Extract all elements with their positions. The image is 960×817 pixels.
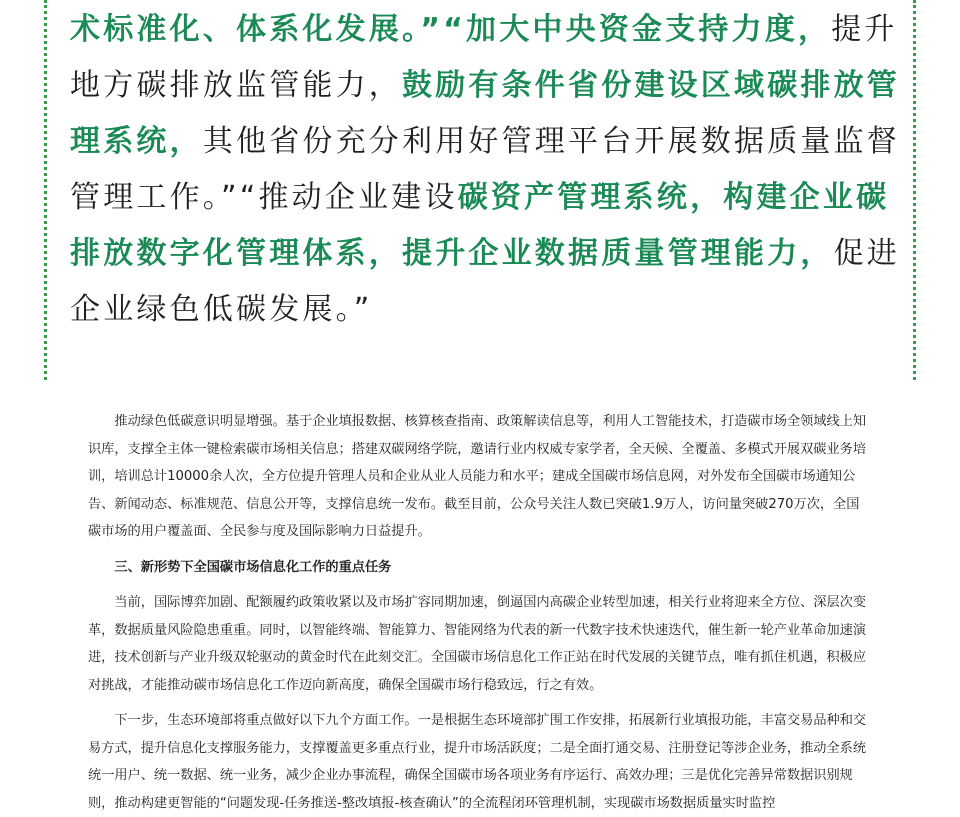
paragraph-awareness: 推动绿色低碳意识明显增强。基于企业填报数据、核算核查指南、政策解读信息等，利用人工智能技术，打造碳市场全领域线上知识库，支撑全主体一键检索碳市场相关信息；搭建双碳网络学院，邀请行业内权威专家学者，全天候、全覆盖、多模式开展双碳业务培训，培训总计10000余人次，全方位提升管理人员和企业从业人员能力和水平；建成全国碳市场信息网，对外发布全国碳市场通知公告、新闻动态、标准规范、信息公开等，支撑信息统一发布。截至目前，公众号关注人数已突破1.9万人，访问量突破270万次，全国碳市场的用户覆盖面、全民参与度及国际影响力日益提升。 bbox=[88, 414, 867, 539]
quote-segment-highlight: 碳资产管理系统，构建企业碳排放数字化管理体系，提升企业数据质量管理能力， bbox=[70, 180, 890, 271]
quote-segment-plain: 促进企业绿色低碳发展。” bbox=[70, 236, 901, 327]
section-heading: 三、新形势下全国碳市场信息化工作的重点任务 bbox=[114, 559, 392, 575]
highlighted-quote bbox=[70, 2, 900, 338]
dotted-border-left bbox=[44, 0, 47, 380]
quote-segment-highlight: 鼓励有条件省份建设区域碳排放管理系统， bbox=[70, 68, 900, 159]
dotted-border-right bbox=[913, 0, 916, 380]
quote-segment-plain: 提升地方碳排放监管能力， bbox=[70, 12, 898, 103]
quote-frame bbox=[0, 0, 960, 380]
paragraph-next-steps: 下一步，生态环境部将重点做好以下九个方面工作。一是根据生态环境部扩围工作安排，拓展新行业填报功能，丰富交易品种和交易方式，提升信息化支撑服务能力，支撑覆盖更多重点行业，提升市场活跃度；二是全面打通交易、注册登记等涉企业务，推动全系统统一用户、统一数据、统一业务，减少企业办事流程，确保全国碳市场各项业务有序运行、高效办理；三是优化完善异常数据识别规则，推动构建更智能的“问题发现-任务推送-整改填报-核查确认”的全流程闭环管理机制，实现碳市场数据质量实时监控 bbox=[88, 713, 867, 811]
paragraph-current-situation: 当前，国际博弈加剧、配额履约政策收紧以及市场扩容同期加速，倒逼国内高碳企业转型加速，相关行业将迎来全方位、深层次变革，数据质量风险隐患重重。同时，以智能终端、智能算力、智能网络为代表的新一代数字技术快速迭代，催生新一轮产业革命加速演进，技术创新与产业升级双轮驱动的黄金时代在此刻交汇。全国碳市场信息化工作正站在时代发展的关键节点，唯有抓住机遇，积极应对挑战，才能推动碳市场信息化工作迈向新高度，确保全国碳市场行稳致远，行之有效。 bbox=[88, 595, 867, 693]
quote-segment-plain: 其他省份充分利用好管理平台开展数据质量监督管理工作。”“推动企业建设 bbox=[70, 124, 901, 215]
quote-segment-highlight: 术标准化、体系化发展。”“加大中央资金支持力度， bbox=[70, 12, 832, 47]
article-body bbox=[88, 408, 868, 817]
